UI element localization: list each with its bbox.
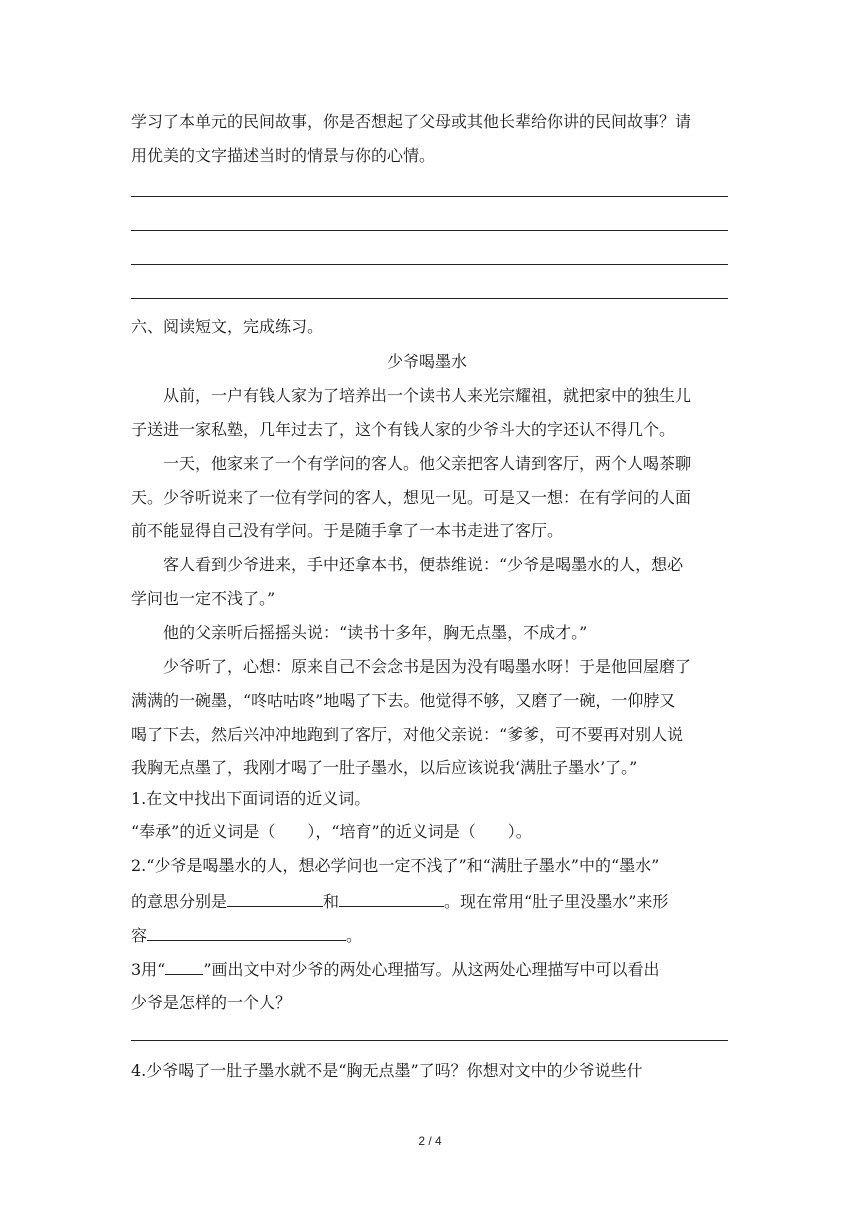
story-paragraph-line: 前不能显得自己没有学问。于是随手拿了一本书走进了客厅。 [131, 521, 564, 540]
answer-line[interactable] [131, 1040, 728, 1041]
section5-prompt-line2: 用优美的文字描述当时的情景与你的心情。 [131, 146, 436, 165]
story-paragraph-line: 喝了下去，然后兴冲冲地跑到了客厅，对他父亲说：“爹爹，可不要再对别人说 [131, 725, 684, 744]
page-number: 2 / 4 [418, 1134, 442, 1148]
story-paragraph-line: 天。少爷听说来了一位有学问的客人，想见一见。可是又一想：在有学问的人面 [131, 488, 692, 507]
story-paragraph-line: 客人看到少爷进来，手中还拿本书，便恭维说：“少爷是喝墨水的人，想必 [163, 555, 684, 574]
story-paragraph-line: 我胸无点墨了，我刚才喝了一肚子墨水，以后应该说我‘满肚子墨水’了。” [131, 758, 638, 777]
question-3-text: ”画出文中对少爷的两处心理描写。从这两处心理描写中可以看出 [203, 960, 660, 979]
story-paragraph-line: 他的父亲听后摇摇头说：“读书十多年，胸无点墨，不成才。” [163, 623, 588, 642]
question-2-text: 。现在常用“肚子里没墨水”来形 [444, 892, 669, 911]
story-title: 少爷喝墨水 [387, 352, 468, 371]
question-2-text: 的意思分别是 [131, 892, 228, 911]
question-1-fill-line: “奉承”的近义词是（ ），“培育”的近义词是（ ）。 [131, 822, 532, 841]
story-paragraph-line: 从前，一户有钱人家为了培养出一个读书人来光宗耀祖，就把家中的独生儿 [163, 386, 692, 405]
question-1: 1.在文中找出下面词语的近义词。 [131, 789, 371, 808]
question-2-text: 容 [131, 926, 148, 945]
question-2-text: 和 [323, 892, 340, 911]
answer-line[interactable] [131, 264, 728, 265]
question-2-line2 [131, 890, 668, 912]
section5-prompt-line1: 学习了本单元的民间故事，你是否想起了父母或其他长辈给你讲的民间故事？请 [131, 112, 692, 131]
story-paragraph-line: 学问也一定不浅了。” [131, 589, 276, 608]
underline-sample [165, 958, 203, 975]
answer-line[interactable] [131, 230, 728, 231]
answer-line[interactable] [131, 298, 728, 299]
answer-blank[interactable] [147, 924, 346, 941]
question-3-line2: 少爷是怎样的一个人？ [131, 993, 292, 1012]
question-4-line1: 4.少爷喝了一肚子墨水就不是“胸无点墨”了吗？你想对文中的少爷说些什 [131, 1061, 643, 1080]
story-paragraph-line: 满满的一碗墨，“咚咕咕咚”地喝了下去。他觉得不够，又磨了一碗，一仰脖又 [131, 691, 676, 710]
question-2-line3 [131, 924, 362, 946]
question-2-line1: 2.“少爷是喝墨水的人，想必学问也一定不浅了”和“满肚子墨水”中的“墨水” [131, 856, 660, 875]
story-paragraph-line: 少爷听了，心想：原来自己不会念书是因为没有喝墨水呀！于是他回屋磨了 [163, 657, 692, 676]
story-paragraph-line: 子送进一家私塾，几年过去了，这个有钱人家的少爷斗大的字还认不得几个。 [131, 420, 676, 439]
question-3-line1 [131, 958, 660, 980]
section6-heading: 六、阅读短文，完成练习。 [131, 317, 324, 336]
question-2-text: 。 [346, 926, 363, 945]
question-3-text: 3用“ [131, 960, 166, 979]
answer-blank[interactable] [339, 890, 444, 907]
answer-blank[interactable] [227, 890, 323, 907]
story-paragraph-line: 一天，他家来了一个有学问的客人。他父亲把客人请到客厅，两个人喝茶聊 [163, 454, 692, 473]
answer-line[interactable] [131, 196, 728, 197]
